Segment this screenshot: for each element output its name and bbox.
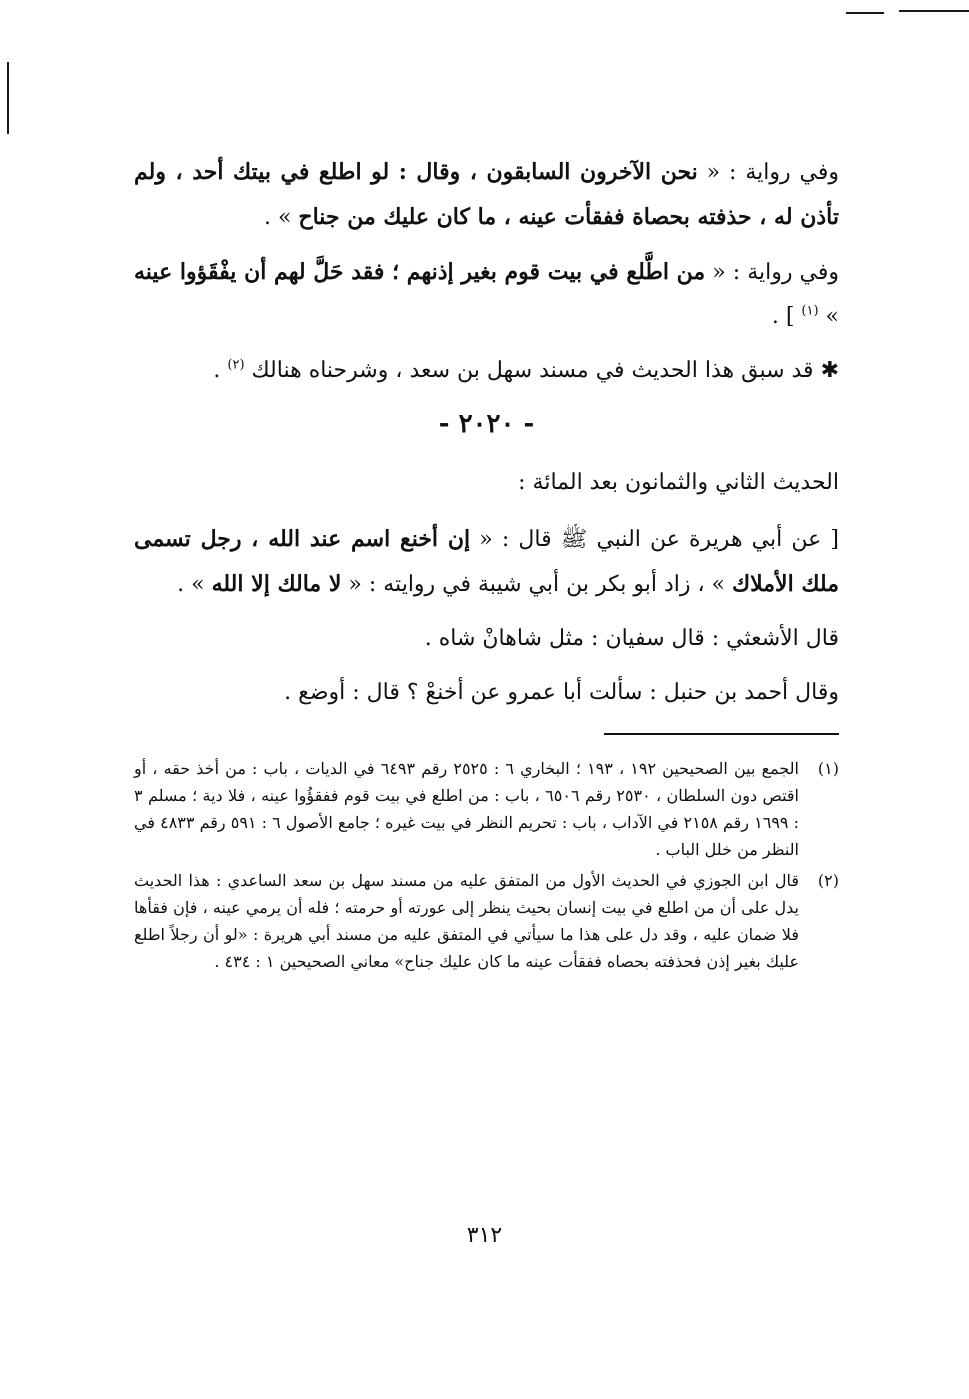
quote-close: » — [818, 304, 839, 329]
footnote-separator — [604, 733, 839, 735]
addition-text: » ، زاد أبو بكر بن أبي شيبة في روايته : « — [341, 572, 733, 597]
bracket-close: ] . — [771, 304, 802, 329]
paragraph-ashathi: قال الأشعثي : قال سفيان : مثل شاهانْ شاه . — [424, 626, 839, 651]
chapter-heading: الحديث الثاني والثمانون بعد المائة : — [518, 470, 839, 495]
hadith-quote: لا مالك إلا الله — [211, 571, 342, 597]
quote-close: » . — [177, 572, 212, 597]
document-page — [134, 150, 839, 979]
scan-edge-mark — [846, 12, 884, 14]
hadith-quote: نحن الآخرون السابقون ، وقال : لو اطلع في بيتك أحد ، ولم تأذن له ، حذفته بحصاة ففقأت عينه ، ما كان عليك من جناح — [134, 159, 839, 230]
quote-close: » . — [263, 205, 299, 230]
footnote-2 — [134, 867, 839, 975]
paragraph-ahmad: وقال أحمد بن حنبل : سألت أبا عمرو عن أخنعْ ؟ قال : أوضع . — [284, 680, 839, 705]
hadith-number: - ٢٠٢٠ - — [438, 409, 535, 439]
scan-edge-mark — [899, 10, 969, 12]
isnad-text: [ عن أبي هريرة عن النبي ﷺ قال : « — [470, 527, 839, 552]
footnote-number: (١) — [817, 759, 839, 778]
paragraph-narration-2 — [134, 250, 839, 339]
paragraph-hadith — [134, 517, 839, 607]
footnote-number: (٢) — [817, 871, 839, 890]
hadith-quote: إن أخنع اسم عند الله ، رجل تسمى ملك الأملاك — [134, 526, 839, 597]
footnote-1 — [134, 755, 839, 863]
footnote-ref-2[interactable]: (٢) — [227, 357, 245, 373]
footnote-text: قال ابن الجوزي في الحديث الأول من المتفق عليه من مسند سهل بن سعد الساعدي : هذا الحديث يدل على أن من اطلع في بيت إنسان بحيث ينظر إلى عورته أو حرمته ؛ فله أن يرمي عينه ، فإن فقأها فلا ضمان عليه ، وقد دل على هذا ما سيأتي في المتفق عليه من مسند أبي هريرة : «لو أن رجلاً اطلع عليك بغير إذن فحذفته بحصاه ففقأت عينه ما كان عليك جناح» معاني الصحيحين ١ : ٤٣٤ . — [134, 871, 799, 971]
paragraph-note — [134, 349, 839, 393]
paragraph-narration-1 — [134, 150, 839, 240]
footnote-ref-1[interactable]: (١) — [801, 303, 819, 319]
hadith-quote: من اطَّلع في بيت قوم بغير إذنهم ؛ فقد حَلَّ لهم أن يفْقَؤوا عينه — [134, 259, 706, 285]
footnote-text: الجمع بين الصحيحين ١٩٢ ، ١٩٣ ؛ البخاري ٦ : ٢٥٢٥ رقم ٦٤٩٣ في الديات ، باب : من أخذ حقه ، أو اقتص دون السلطان ، ٢٥٣٠ رقم ٦٥٠٦ ، باب : من اطلع في بيت قوم ففقؤُوا عينه ، فلا دية ؛ مسلم ٣ : ١٦٩٩ رقم ٢١٥٨ في الآداب ، باب : تحريم النظر في بيت غيره ؛ جامع الأصول ٦ : ٥٩١ رقم ٤٨٣٣ في النظر من خلل الباب . — [134, 759, 800, 859]
note-end: . — [213, 358, 228, 383]
note-text: ✱ قد سبق هذا الحديث في مسند سهل بن سعد ، وشرحناه هنالك — [244, 358, 839, 383]
narration-intro: وفي رواية : « — [697, 160, 839, 185]
scan-edge-mark — [7, 62, 9, 134]
page-number: ٣١٢ — [466, 1223, 503, 1248]
narration-intro: وفي رواية : « — [705, 260, 839, 285]
